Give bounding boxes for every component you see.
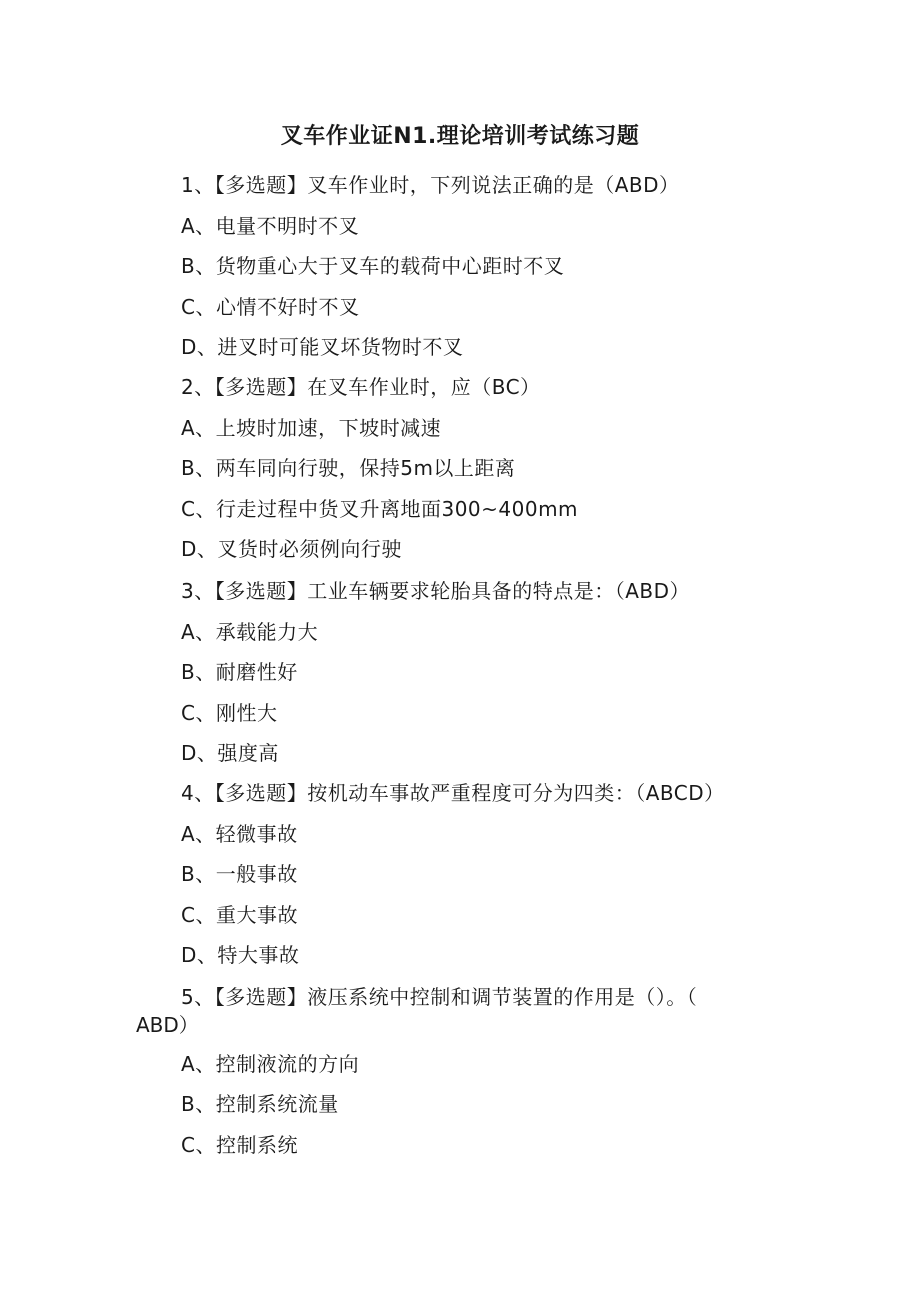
option-2b: B、两车同向行驶，保持5m以上距离 xyxy=(181,456,516,480)
option-2c: C、行走过程中货叉升离地面300~400mm xyxy=(181,497,579,521)
document-title: 叉车作业证N1.理论培训考试练习题 xyxy=(280,124,640,149)
option-1c: C、心情不好时不叉 xyxy=(181,295,360,319)
option-2a: A、上坡时加速，下坡时减速 xyxy=(181,416,442,440)
option-5a: A、控制液流的方向 xyxy=(181,1052,360,1076)
option-4d: D、特大事故 xyxy=(181,943,300,967)
question-3: 3、【多选题】工业车辆要求轮胎具备的特点是：（ABD） xyxy=(181,579,691,603)
option-1d: D、进叉时可能叉坏货物时不叉 xyxy=(181,335,464,359)
option-3d: D、强度高 xyxy=(181,741,279,765)
option-4c: C、重大事故 xyxy=(181,903,298,927)
option-4b: B、一般事故 xyxy=(181,862,298,886)
question-5: 5、【多选题】液压系统中控制和调节装置的作用是（）。（ xyxy=(181,985,698,1009)
option-1b: B、货物重心大于叉车的载荷中心距时不叉 xyxy=(181,254,565,278)
option-4a: A、轻微事故 xyxy=(181,822,298,846)
option-5c: C、控制系统 xyxy=(181,1133,298,1157)
question-5-continued: ABD） xyxy=(136,1013,199,1037)
option-2d: D、叉货时必须例向行驶 xyxy=(181,537,402,561)
option-3b: B、耐磨性好 xyxy=(181,660,298,684)
option-1a: A、电量不明时不叉 xyxy=(181,214,360,238)
option-3a: A、承载能力大 xyxy=(181,620,319,644)
question-4: 4、【多选题】按机动车事故严重程度可分为四类：（ABCD） xyxy=(181,781,725,805)
question-1: 1、【多选题】叉车作业时，下列说法正确的是（ABD） xyxy=(181,173,680,197)
question-2: 2、【多选题】在叉车作业时，应（BC） xyxy=(181,375,541,399)
option-5b: B、控制系统流量 xyxy=(181,1092,339,1116)
option-3c: C、刚性大 xyxy=(181,701,278,725)
